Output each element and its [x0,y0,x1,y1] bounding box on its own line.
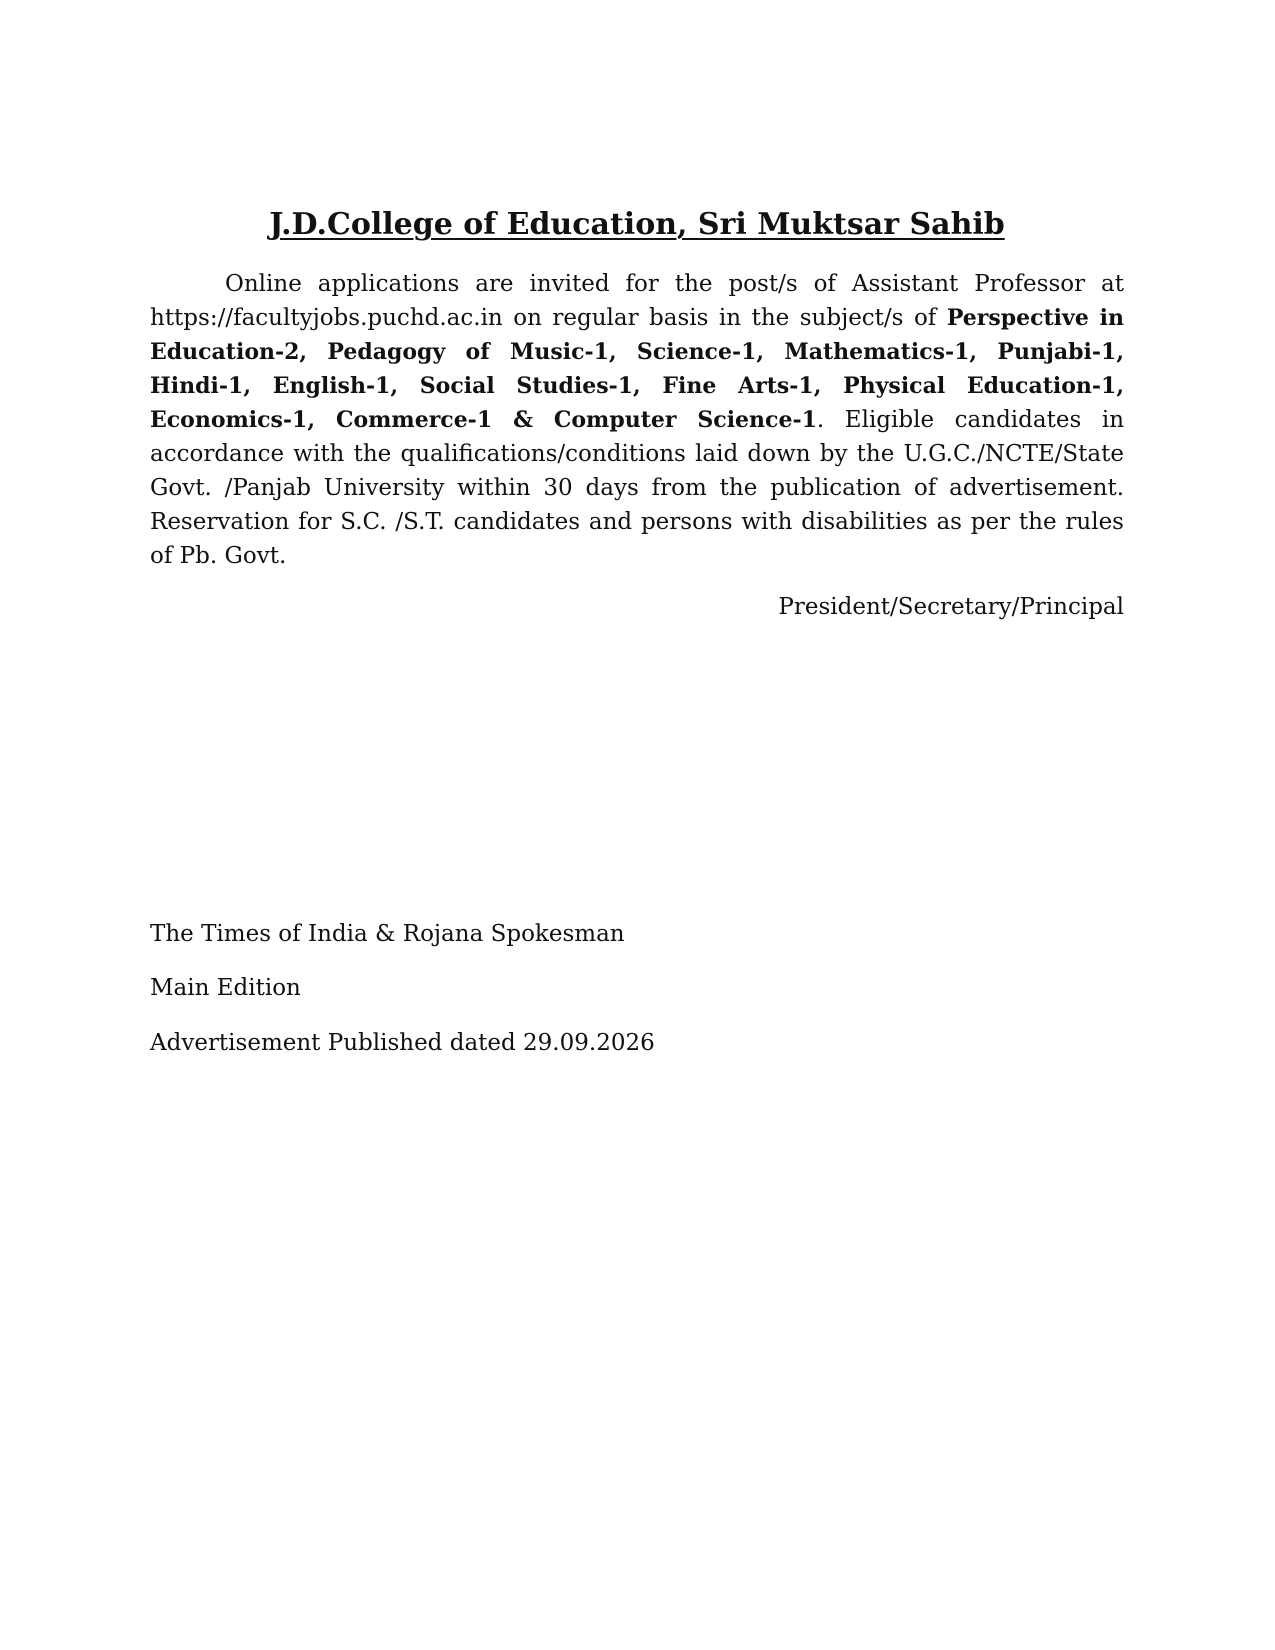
paragraph-subjects: Perspective in Education-2, Pedagogy of Music-1, Science-1, Mathematics-1, Punjabi-1, Hindi-1, English-1, Social Studies-1, Fine Arts-1, Physical Education-1, Economics-1, Commerce-1 & Computer Science-1 [150,305,1124,433]
title-text: J.D.College of Education, Sri Muktsar Sahib [269,207,1005,242]
signature-line: President/Secretary/Principal [778,594,1124,620]
advertisement-paragraph [150,267,1124,573]
document-title [150,204,1124,246]
footer-published-date: Advertisement Published dated 29.09.2026 [150,1030,655,1056]
footer-newspapers: The Times of India & Rojana Spokesman [150,921,625,947]
paragraph-rest: . Eligible candidates in accordance with the qualifications/conditions laid down by the U.G.C./NCTE/State Govt. /Panjab University within 30 days from the publication of advertisement. Reservation for S.C. /S.T. candidates and persons with disabilities as per the rules of Pb. Govt. [150,407,1125,569]
footer-edition: Main Edition [150,975,301,1001]
paragraph-intro: Online applications are invited for the post/s of Assistant Professor at https://facultyjobs.puchd.ac.in on regular basis in the subject/s of [150,271,1124,331]
